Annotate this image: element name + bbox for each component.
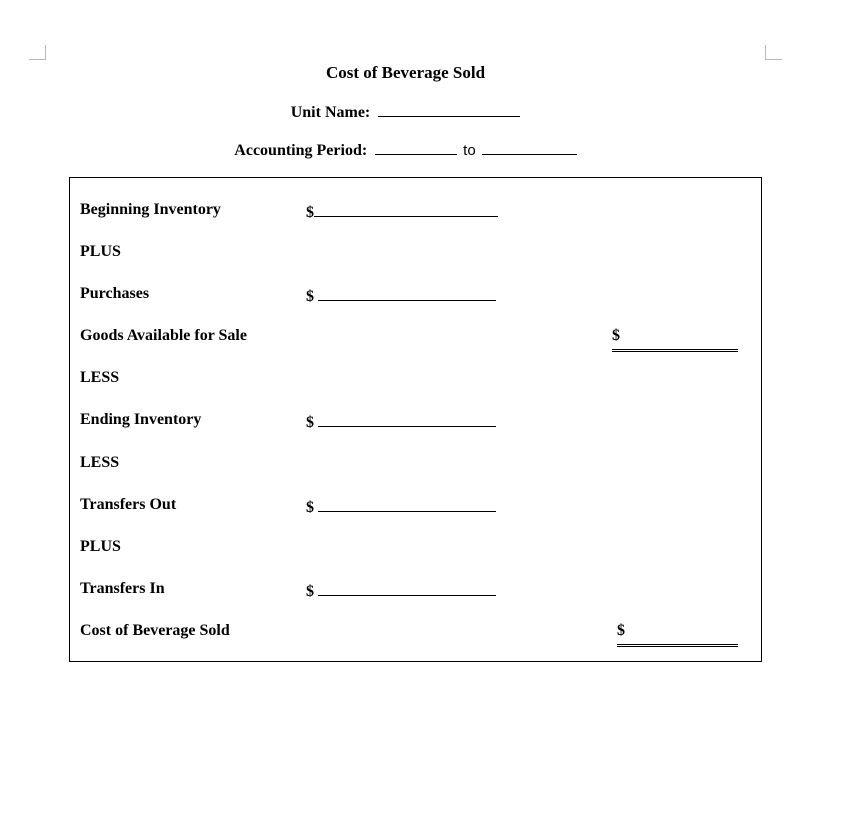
beginning-inventory-amount <box>306 201 498 223</box>
currency-symbol: $ <box>306 583 314 600</box>
transfers-out-label: Transfers Out <box>80 496 177 513</box>
purchases-field[interactable] <box>318 285 496 301</box>
currency-symbol: $ <box>617 622 625 639</box>
transfers-out-field[interactable] <box>318 496 496 512</box>
plus-label-1: PLUS <box>80 243 121 260</box>
goods-available-total[interactable] <box>612 327 738 352</box>
less-label-2: LESS <box>80 454 120 471</box>
page-corner-mark-top-left <box>29 45 46 60</box>
transfers-in-amount <box>306 580 496 602</box>
accounting-period-line <box>0 140 811 160</box>
beginning-inventory-field[interactable] <box>314 201 498 217</box>
period-end-field[interactable] <box>482 140 577 155</box>
unit-name-line <box>0 102 811 122</box>
calculation-box <box>69 177 762 662</box>
form-title: Cost of Beverage Sold <box>325 63 486 82</box>
currency-symbol: $ <box>612 327 620 344</box>
purchases-label: Purchases <box>80 285 150 302</box>
page-corner-mark-top-right <box>765 45 782 60</box>
period-to-label: to <box>463 142 476 159</box>
ending-inventory-amount <box>306 411 496 433</box>
currency-symbol: $ <box>306 414 314 431</box>
ending-inventory-field[interactable] <box>318 411 496 427</box>
purchases-amount <box>306 285 496 307</box>
cost-of-beverage-sold-total[interactable] <box>617 622 738 647</box>
unit-name-label: Unit Name: <box>290 104 371 121</box>
period-start-field[interactable] <box>375 140 457 155</box>
currency-symbol: $ <box>306 499 314 516</box>
goods-available-label: Goods Available for Sale <box>80 327 247 344</box>
beginning-inventory-label: Beginning Inventory <box>80 201 221 218</box>
cost-of-beverage-sold-label: Cost of Beverage Sold <box>80 622 230 639</box>
ending-inventory-label: Ending Inventory <box>80 411 202 428</box>
currency-symbol: $ <box>306 288 314 305</box>
transfers-in-field[interactable] <box>318 580 496 596</box>
plus-label-2: PLUS <box>80 538 121 555</box>
transfers-in-label: Transfers In <box>80 580 165 597</box>
unit-name-field[interactable] <box>378 102 520 117</box>
less-label-1: LESS <box>80 369 120 386</box>
currency-symbol: $ <box>306 204 314 221</box>
accounting-period-label: Accounting Period: <box>234 142 368 159</box>
transfers-out-amount <box>306 496 496 518</box>
